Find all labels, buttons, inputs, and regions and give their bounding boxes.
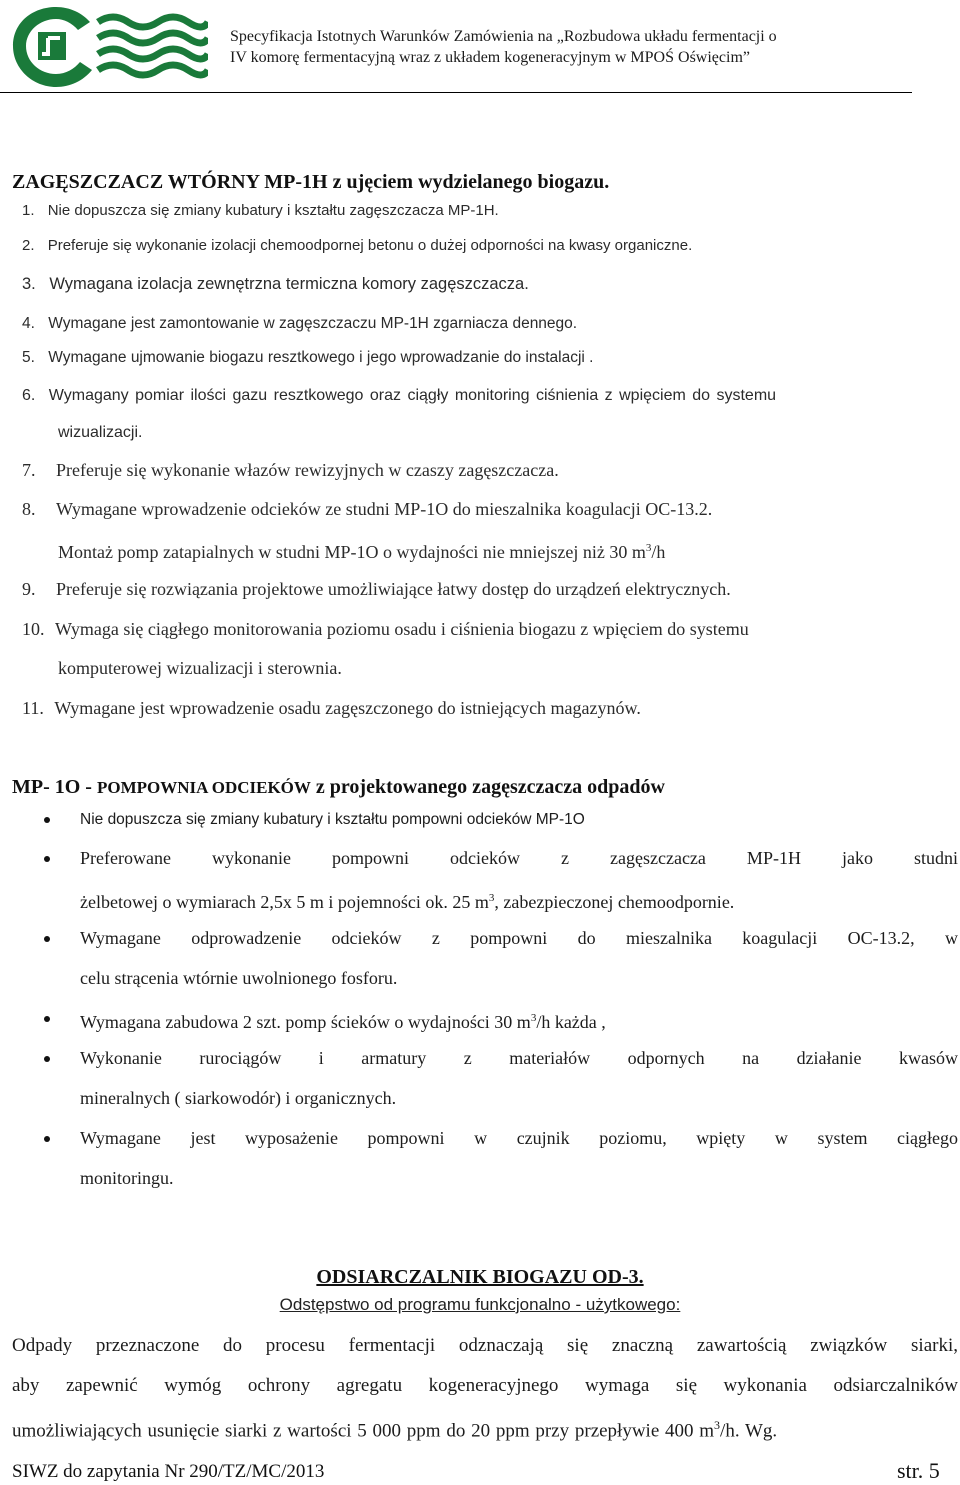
bullet-icon bbox=[44, 1136, 50, 1142]
superscript: 3 bbox=[714, 1418, 721, 1432]
item-number: 5. bbox=[22, 349, 35, 366]
item-text: Wymagane jest wprowadzenie osadu zagęszczonego do istniejących magazynów. bbox=[54, 698, 641, 718]
item-number: 3. bbox=[22, 275, 36, 293]
page-header bbox=[0, 0, 912, 93]
bullet-text-main: Wymagana zabudowa 2 szt. pomp ścieków o wydajności 30 m bbox=[80, 1012, 531, 1032]
bullet-icon bbox=[44, 1056, 50, 1062]
header-line-1: Specyfikacja Istotnych Warunków Zamówienia na „Rozbudowa układu fermentacji o bbox=[230, 28, 777, 45]
section-title-code: MP- 1O - bbox=[12, 776, 97, 798]
item-number: 11. bbox=[22, 698, 44, 718]
item-number: 6. bbox=[22, 387, 36, 404]
section-subtitle: Odstępstwo od programu funkcjonalno - użytkowego: bbox=[279, 1295, 681, 1314]
section-title-zageszczacz: ZAGĘSZCZACZ WTÓRNY MP-1H z ujęciem wydzielanego biogazu. bbox=[12, 171, 610, 193]
item-text: Preferuje się wykonanie izolacji chemoodpornej betonu o dużej odporności na kwasy organiczne. bbox=[47, 237, 693, 254]
item-text: Wymagane ujmowanie biogazu resztkowego i jego wprowadzanie do instalacji . bbox=[48, 349, 594, 366]
bullet-text: Preferowane wykonanie pompowni odcieków z zagęszczacza MP-1H jako studni bbox=[80, 848, 958, 868]
item-number: 2. bbox=[22, 237, 35, 254]
list-item bbox=[22, 579, 731, 599]
item-continuation-text: Montaż pomp zatapialnych w studni MP-1O o wydajności nie mniejszej niż 30 m bbox=[58, 542, 646, 562]
list-item bbox=[22, 460, 559, 480]
superscript: 3 bbox=[645, 542, 652, 554]
page-number: str. 5 bbox=[897, 1458, 940, 1483]
paragraph-text: umożliwiających usunięcie siarki z wartości 5 000 ppm do 20 ppm przy przepływie 400 m bbox=[12, 1420, 715, 1442]
item-text: Wymaga się ciągłego monitorowania poziomu osadu i ciśnienia biogazu z wpięciem do systemu bbox=[55, 619, 749, 639]
bullet-continuation-text: żelbetowej o wymiarach 2,5x 5 m i pojemności ok. 25 m bbox=[80, 892, 489, 912]
bullet-text-rest: /h każda , bbox=[536, 1012, 606, 1032]
section-title-name: POMPOWNIA ODCIEKÓW bbox=[96, 778, 311, 797]
footer-document-ref: SIWZ do zapytania Nr 290/TZ/MC/2013 bbox=[12, 1461, 325, 1482]
list-item bbox=[22, 314, 577, 334]
item-number: 9. bbox=[22, 579, 36, 599]
list-item bbox=[22, 698, 641, 718]
item-number: 1. bbox=[22, 202, 35, 219]
list-item bbox=[22, 386, 958, 406]
bullet-continuation-rest: , zabezpieczonej chemoodpornie. bbox=[494, 892, 735, 912]
list-item bbox=[22, 499, 712, 519]
header-line-2: IV komorę fermentacyjną wraz z układem kogeneracyjnym w MPOŚ Oświęcim” bbox=[230, 49, 750, 66]
bullet-text bbox=[80, 1006, 606, 1034]
item-number: 7. bbox=[22, 460, 36, 480]
paragraph-line-1: Odpady przeznaczone do procesu fermentacji odznaczają się znaczną zawartością związków siarki, bbox=[12, 1335, 958, 1356]
bullet-text-continuation: monitoringu. bbox=[80, 1168, 174, 1188]
bullet-text-continuation: celu strącenia wtórnie uwolnionego fosforu. bbox=[80, 968, 398, 988]
paragraph-text-rest: /h. Wg. bbox=[720, 1420, 778, 1442]
item-text: Wymagane wprowadzenie odcieków ze studni MP-1O do mieszalnika koagulacji OC-13.2. bbox=[56, 499, 713, 519]
bullet-icon bbox=[44, 936, 50, 942]
section-title-pompownia bbox=[12, 776, 665, 799]
company-logo bbox=[8, 2, 208, 88]
bullet-text: Wymagane jest wyposażenie pompowni w czujnik poziomu, wpięty w system ciągłego bbox=[80, 1128, 958, 1148]
list-item-continuation: komputerowej wizualizacji i sterownia. bbox=[58, 658, 342, 678]
item-text: Preferuje się wykonanie włazów rewizyjnych w czaszy zagęszczacza. bbox=[56, 460, 559, 480]
item-number: 10. bbox=[22, 619, 45, 639]
paragraph-line-2: aby zapewnić wymóg ochrony agregatu kogeneracyjnego wymaga się wykonania odsiarczalników bbox=[12, 1375, 958, 1396]
bullet-text: Wymagane odprowadzenie odcieków z pompowni do mieszalnika koagulacji OC-13.2, w bbox=[80, 928, 958, 948]
list-item-continuation bbox=[58, 538, 665, 562]
item-text: Wymagany pomiar ilości gazu resztkowego oraz ciągły monitoring ciśnienia z wpięciem do systemu bbox=[48, 387, 777, 404]
bullet-text-continuation bbox=[80, 886, 734, 914]
item-number: 4. bbox=[22, 315, 35, 332]
bullet-text-continuation: mineralnych ( siarkowodór) i organicznych. bbox=[80, 1088, 397, 1108]
item-continuation-unit: /h bbox=[651, 542, 666, 562]
list-item bbox=[22, 348, 594, 368]
item-number: 8. bbox=[22, 499, 36, 519]
item-text: Preferuje się rozwiązania projektowe umożliwiające łatwy dostęp do urządzeń elektrycznych. bbox=[56, 579, 731, 599]
superscript: 3 bbox=[488, 892, 495, 904]
bullet-text: Wykonanie rurociągów i armatury z materiałów odpornych na działanie kwasów bbox=[80, 1048, 958, 1068]
section-title-rest: z projektowanego zagęszczacza odpadów bbox=[310, 776, 665, 798]
section-title-odsiarczalnik: ODSIARCZALNIK BIOGAZU OD-3. bbox=[316, 1266, 644, 1288]
bullet-text: Nie dopuszcza się zmiany kubatury i kształtu pompowni odcieków MP-1O bbox=[80, 811, 585, 828]
header-title bbox=[230, 26, 910, 68]
item-text: Wymagane jest zamontowanie w zagęszczaczu MP-1H zgarniacza dennego. bbox=[48, 315, 578, 332]
list-item bbox=[22, 274, 529, 294]
list-item bbox=[22, 619, 749, 639]
superscript: 3 bbox=[530, 1012, 537, 1024]
bullet-icon bbox=[44, 1016, 50, 1022]
paragraph-line-3 bbox=[12, 1413, 958, 1443]
item-text: Nie dopuszcza się zmiany kubatury i kształtu zagęszczacza MP-1H. bbox=[47, 202, 499, 219]
bullet-icon bbox=[44, 856, 50, 862]
item-text: Wymagana izolacja zewnętrzna termiczna komory zagęszczacza. bbox=[49, 275, 529, 293]
list-item bbox=[22, 236, 692, 256]
list-item bbox=[22, 201, 499, 221]
bullet-icon bbox=[44, 817, 50, 823]
list-item-continuation: wizualizacji. bbox=[58, 424, 143, 441]
